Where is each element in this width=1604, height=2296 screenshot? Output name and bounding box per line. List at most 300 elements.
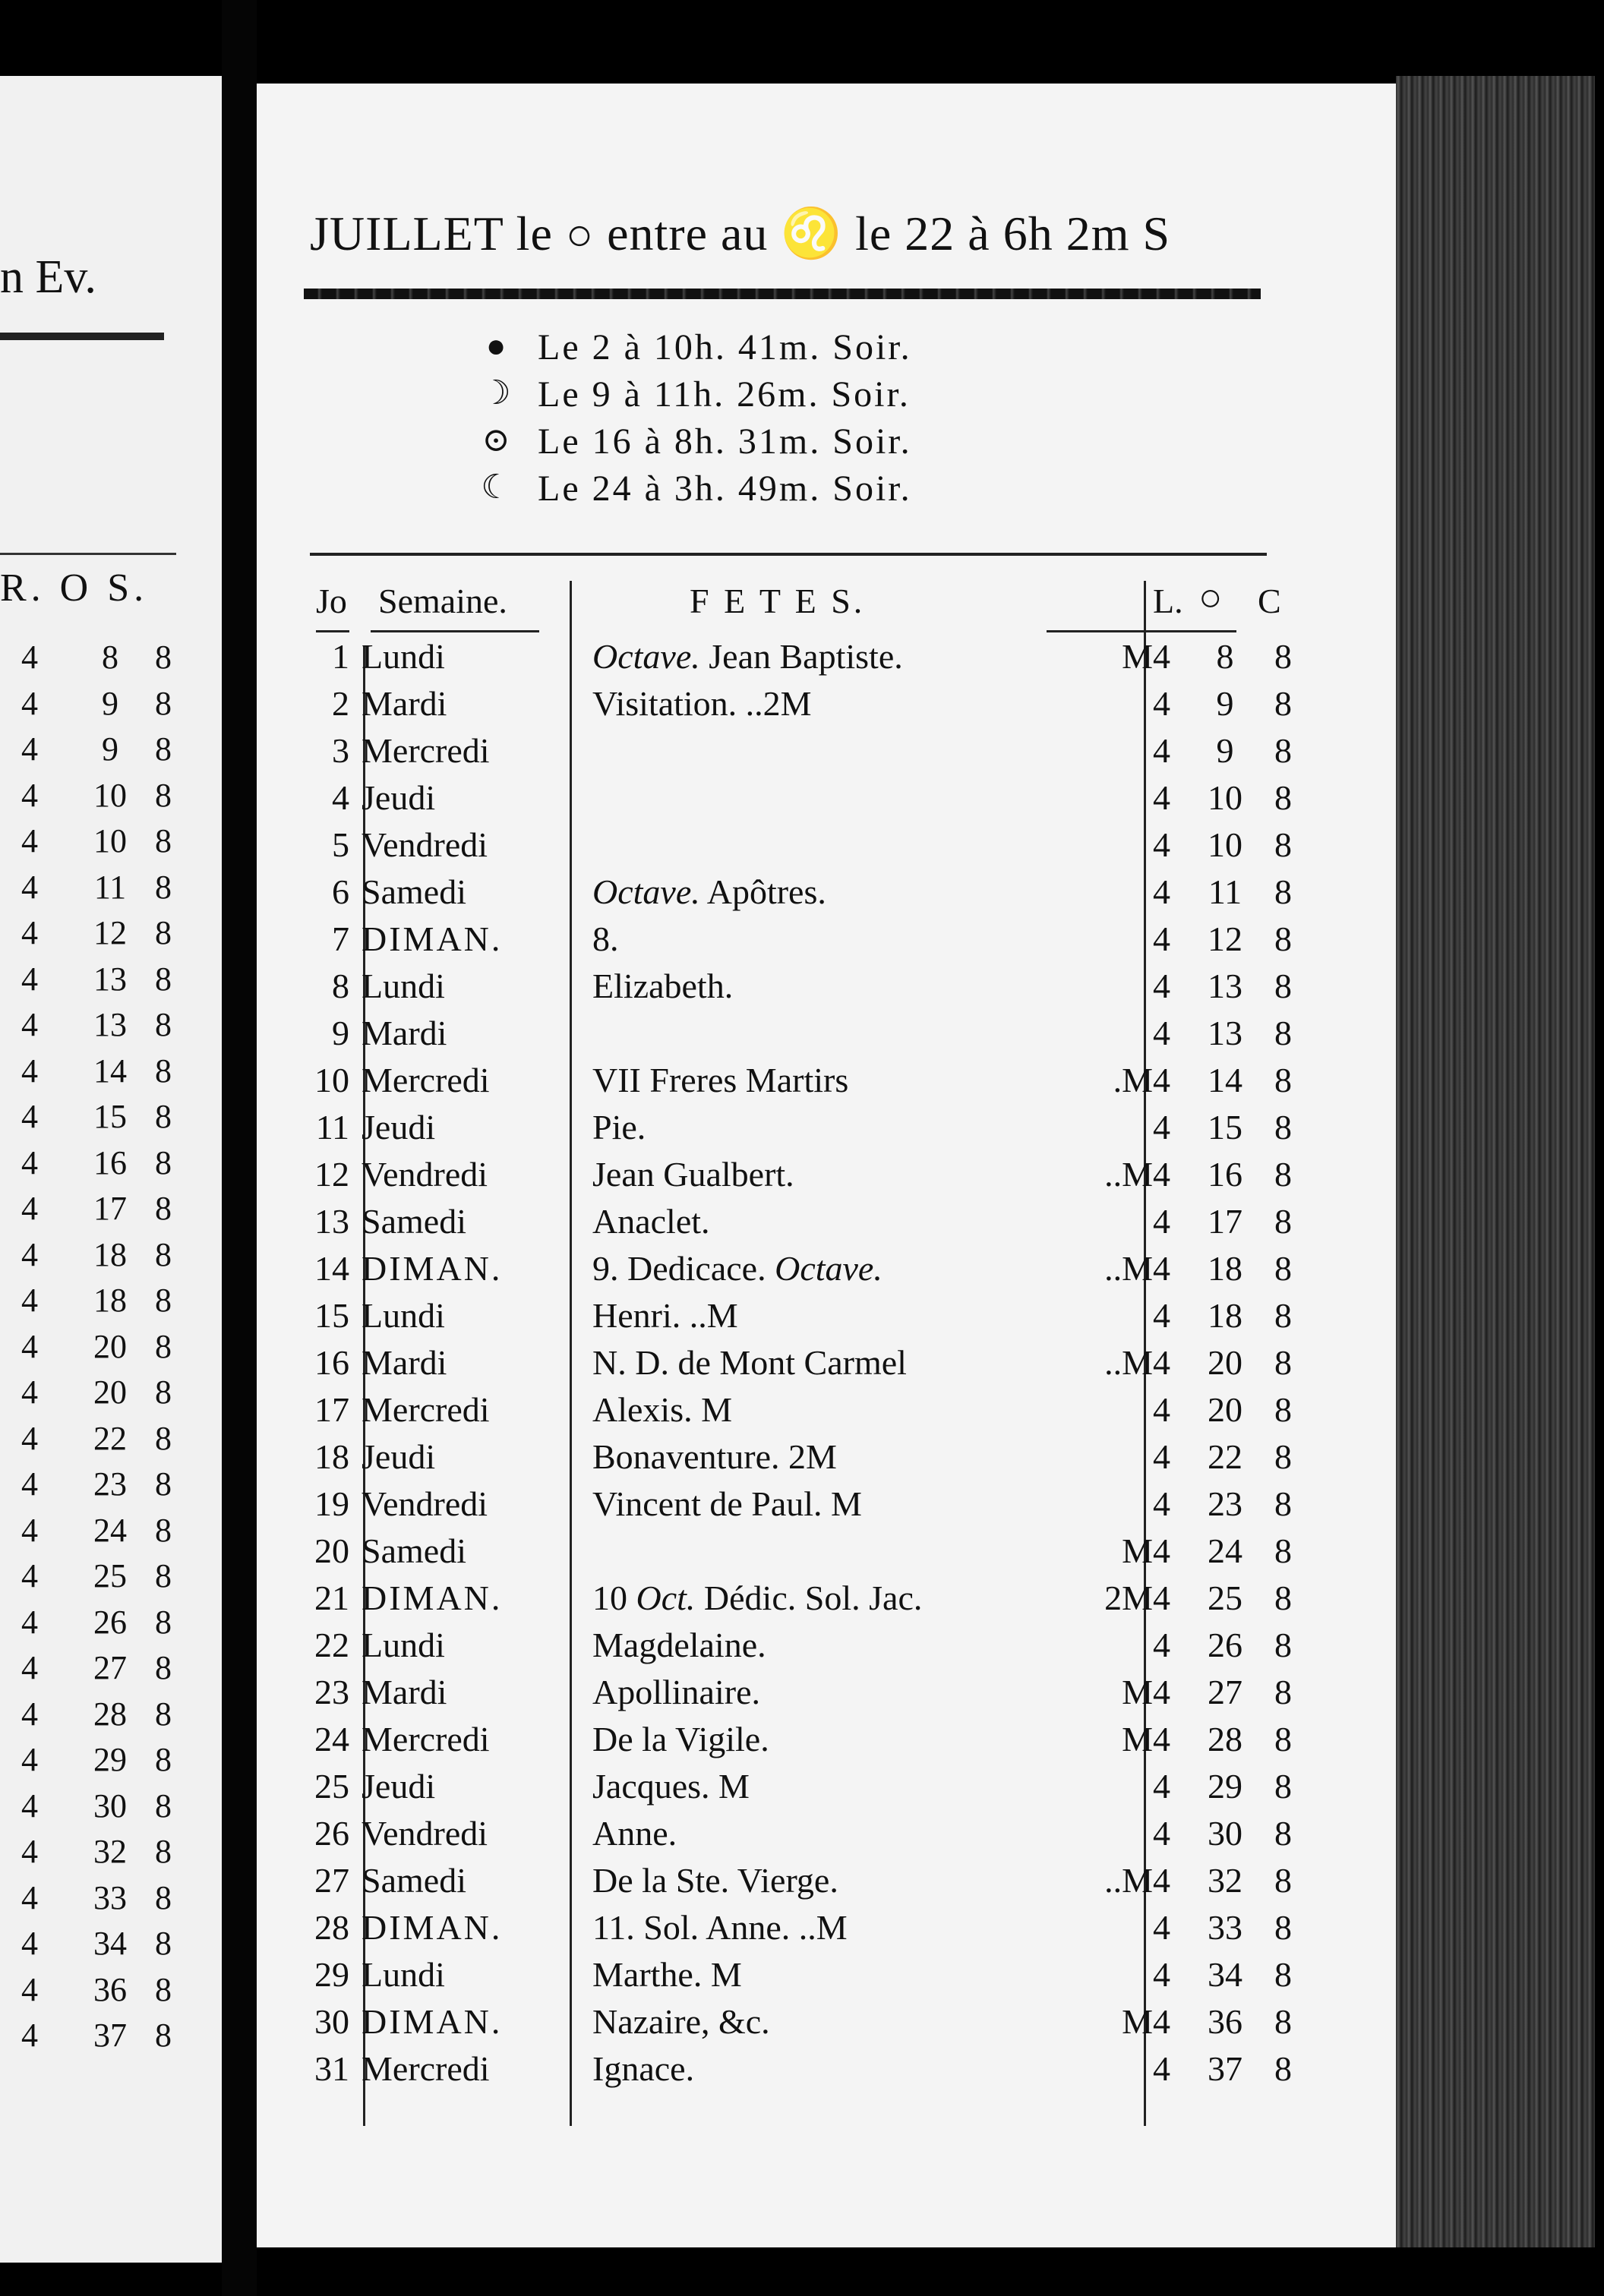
left-cell: 4 [21,1649,38,1686]
left-table-rule [0,553,176,555]
left-cell: 4 [21,1878,38,1916]
sunrise-hour: 4 [1153,1155,1170,1194]
left-cell: 8 [155,1190,172,1227]
title-month: JUILLET [310,207,504,260]
day-number: 8 [332,967,349,1005]
sunrise-hour: 4 [1153,2002,1170,2041]
day-number: 26 [314,1814,349,1853]
calendar-row [257,1954,1396,2001]
day-number: 29 [314,1955,349,1994]
sunrise-minute: 26 [1208,1626,1242,1664]
left-cell: 8 [155,1878,172,1916]
weekday: Mercredi [362,1390,490,1429]
weekday: Lundi [362,1626,445,1664]
left-cell: 16 [93,1143,127,1181]
day-number: 30 [314,2002,349,2041]
sunset-value: 8 [1274,1955,1292,1994]
sunrise-minute: 12 [1208,919,1242,958]
left-cell: 25 [93,1557,127,1594]
weekday: DIMAN. [362,919,503,958]
sunrise-hour: 4 [1153,1202,1170,1241]
day-number: 15 [314,1296,349,1335]
calendar-row [257,966,1396,1013]
sunset-value: 8 [1274,1061,1292,1099]
left-page [0,76,222,2263]
left-cell: 8 [155,1143,172,1181]
col-head-l: L. [1153,582,1183,620]
sunset-value: 8 [1274,1249,1292,1288]
left-cell: 14 [93,1052,127,1090]
sunrise-minute: 34 [1208,1955,1242,1994]
feast-text: Vincent de Paul. M [592,1484,862,1523]
weekday: Lundi [362,1955,445,1994]
left-cell: 8 [155,776,172,814]
sunrise-hour: 4 [1153,1531,1170,1570]
left-cell: 30 [93,1787,127,1824]
calendar-row [257,1248,1396,1295]
sunrise-minute: 22 [1208,1437,1242,1476]
new-moon-icon: ● [485,327,507,364]
sunrise-minute: 37 [1208,2049,1242,2088]
left-cell: 4 [21,1465,38,1503]
left-cell: 8 [155,1327,172,1365]
day-number: 14 [314,1249,349,1288]
calendar-row [257,2048,1396,2096]
sunset-value: 8 [1274,825,1292,864]
calendar-row [257,1154,1396,1201]
feast-text: VII Freres Martirs [592,1061,849,1099]
weekday: DIMAN. [362,2002,503,2041]
left-cell: 9 [102,684,118,722]
feast-text: Jacques. M [592,1767,750,1806]
left-header-text: n Ev. [0,251,96,303]
sunrise-hour: 4 [1153,778,1170,817]
left-cell: 8 [155,1557,172,1594]
left-cell: 9 [102,730,118,768]
weekday: Vendredi [362,1155,488,1194]
sunset-value: 8 [1274,872,1292,911]
sunset-value: 8 [1274,1673,1292,1711]
mass-mark: ..M [1104,1155,1153,1194]
left-cell: 4 [21,1282,38,1319]
sunset-value: 8 [1274,1014,1292,1052]
left-cell: 4 [21,639,38,676]
feast-text: De la Vigile. [592,1720,769,1758]
sunset-value: 8 [1274,1578,1292,1617]
left-cell: 4 [21,1419,38,1457]
day-number: 23 [314,1673,349,1711]
feast-text: N. D. de Mont Carmel [592,1343,907,1382]
left-cell: 8 [155,1741,172,1778]
left-header-rule [0,333,164,340]
sunrise-minute: 18 [1208,1249,1242,1288]
left-cell: 10 [93,822,127,859]
moon-phase-text: Le 24 à 3h. 49m. Soir. [538,468,912,509]
sunrise-hour: 4 [1153,1014,1170,1052]
mass-mark: M [1122,2002,1153,2041]
weekday: Samedi [362,1531,466,1570]
mass-mark: M [1122,1531,1153,1570]
left-cell: 29 [93,1741,127,1778]
sunrise-hour: 4 [1153,731,1170,770]
left-cell: 22 [93,1419,127,1457]
left-cell: 4 [21,1235,38,1273]
calendar-row [257,636,1396,683]
left-cell: 23 [93,1465,127,1503]
sunset-value: 8 [1274,1437,1292,1476]
weekday: Jeudi [362,1437,436,1476]
moon-phase-text: Le 2 à 10h. 41m. Soir. [538,327,912,367]
calendar-row [257,872,1396,919]
sunrise-hour: 4 [1153,967,1170,1005]
day-number: 20 [314,1531,349,1570]
sunrise-minute: 16 [1208,1155,1242,1194]
weekday: Mardi [362,684,447,723]
sunset-value: 8 [1274,919,1292,958]
left-cell: 4 [21,960,38,998]
sunset-value: 8 [1274,1861,1292,1900]
sunrise-minute: 13 [1208,967,1242,1005]
left-cell: 4 [21,1925,38,1962]
sunrise-hour: 4 [1153,684,1170,723]
sunset-value: 8 [1274,1908,1292,1947]
day-number: 11 [315,1108,349,1146]
col-head-underline-day [316,630,349,632]
day-number: 21 [314,1578,349,1617]
sunset-value: 8 [1274,1343,1292,1382]
left-cell: 13 [93,960,127,998]
left-cell: 4 [21,730,38,768]
left-cell: 37 [93,2017,127,2054]
sunrise-hour: 4 [1153,872,1170,911]
feast-text: Octave. Apôtres. [592,872,826,911]
mass-mark: 2M [1104,1578,1153,1617]
left-cell: 15 [93,1098,127,1135]
calendar-row [257,1437,1396,1484]
calendar-row [257,1672,1396,1719]
sunset-value: 8 [1274,778,1292,817]
left-cell: 4 [21,1190,38,1227]
left-cell: 20 [93,1374,127,1411]
calendar-row [257,2001,1396,2048]
left-cell: 8 [155,1282,172,1319]
col-head-day: Jo [316,582,347,620]
last-quarter-icon: ☾ [481,468,511,506]
feast-text: Magdelaine. [592,1626,766,1664]
left-cell: 8 [155,1235,172,1273]
calendar-row [257,1578,1396,1625]
weekday: Lundi [362,637,445,676]
calendar-row [257,1531,1396,1578]
sunrise-minute: 8 [1216,637,1234,676]
left-cell: 4 [21,1787,38,1824]
left-cell: 33 [93,1878,127,1916]
left-cell: 4 [21,684,38,722]
left-cell: 4 [21,1511,38,1549]
weekday: Mercredi [362,2049,490,2088]
day-number: 2 [332,684,349,723]
left-cell: 8 [155,960,172,998]
calendar-row [257,1813,1396,1860]
sunrise-minute: 33 [1208,1908,1242,1947]
left-cell: 8 [155,684,172,722]
feast-text: Anaclet. [592,1202,710,1241]
calendar-row [257,1389,1396,1437]
sunset-value: 8 [1274,1202,1292,1241]
feast-text: Anne. [592,1814,677,1853]
weekday: Mercredi [362,1720,490,1758]
left-cell: 17 [93,1190,127,1227]
day-number: 16 [314,1343,349,1382]
feast-text: Marthe. M [592,1955,742,1994]
sunset-value: 8 [1274,1626,1292,1664]
sunset-value: 8 [1274,731,1292,770]
sunset-value: 8 [1274,637,1292,676]
sunrise-minute: 15 [1208,1108,1242,1146]
left-cell: 8 [155,1925,172,1962]
sunrise-hour: 4 [1153,1343,1170,1382]
calendar-row [257,1625,1396,1672]
weekday: Lundi [362,1296,445,1335]
sunrise-minute: 13 [1208,1014,1242,1052]
left-cell: 36 [93,1970,127,2008]
mass-mark: ..M [1104,1343,1153,1382]
left-cell: 8 [155,914,172,951]
weekday: Vendredi [362,1814,488,1853]
left-cell: 8 [155,1649,172,1686]
title-mid: entre au [607,207,769,260]
leo-sign-icon: ♌ [781,207,843,260]
left-cell: 8 [155,1419,172,1457]
weekday: Samedi [362,1202,466,1241]
mass-mark: M [1122,1673,1153,1711]
left-cell: 8 [155,1006,172,1043]
left-cell: 8 [155,1603,172,1641]
left-cell: 26 [93,1603,127,1641]
day-number: 9 [332,1014,349,1052]
left-cell: 4 [21,1098,38,1135]
mass-mark: M [1122,637,1153,676]
weekday: DIMAN. [362,1249,503,1288]
left-cell: 4 [21,1374,38,1411]
mass-mark: ..M [1104,1249,1153,1288]
sunrise-minute: 25 [1208,1578,1242,1617]
day-number: 12 [314,1155,349,1194]
day-number: 18 [314,1437,349,1476]
feast-text: 9. Dedicace. Octave. [592,1249,883,1288]
sunrise-minute: 30 [1208,1814,1242,1853]
sunrise-minute: 18 [1208,1296,1242,1335]
sunrise-hour: 4 [1153,919,1170,958]
day-number: 3 [332,731,349,770]
sunrise-hour: 4 [1153,1955,1170,1994]
sunset-value: 8 [1274,1296,1292,1335]
left-cell: 8 [155,2017,172,2054]
left-cell: 10 [93,776,127,814]
calendar-row [257,1484,1396,1531]
sun-circle-icon: ○ [1198,576,1223,620]
day-number: 22 [314,1626,349,1664]
sunset-value: 8 [1274,967,1292,1005]
page-title [310,205,1170,262]
left-cell: 11 [93,868,127,906]
calendar-row [257,1860,1396,1907]
sunset-value: 8 [1274,1108,1292,1146]
calendar-row [257,1342,1396,1389]
left-cell: 4 [21,2017,38,2054]
feast-text: Visitation. ..2M [592,684,812,723]
left-cell: 28 [93,1695,127,1733]
sunset-value: 8 [1274,2049,1292,2088]
left-cell: 4 [21,1970,38,2008]
sunrise-hour: 4 [1153,1626,1170,1664]
sunset-value: 8 [1274,1390,1292,1429]
day-number: 19 [314,1484,349,1523]
sun-circle-icon: ○ [565,210,595,260]
feast-text: Nazaire, &c. [592,2002,770,2041]
sunrise-minute: 32 [1208,1861,1242,1900]
left-cell: 12 [93,914,127,951]
left-cell: 8 [155,1970,172,2008]
calendar-row [257,1719,1396,1766]
mass-mark: .M [1113,1061,1153,1099]
left-cell: 8 [155,639,172,676]
sunrise-minute: 23 [1208,1484,1242,1523]
weekday: Samedi [362,1861,466,1900]
sunset-value: 8 [1274,684,1292,723]
left-cell: 4 [21,868,38,906]
left-cell: 4 [21,776,38,814]
calendar-row [257,825,1396,872]
sunset-value: 8 [1274,1531,1292,1570]
moon-phase-text: Le 16 à 8h. 31m. Soir. [538,421,912,462]
calendar-row [257,1107,1396,1154]
left-cell: 4 [21,1143,38,1181]
sunrise-minute: 10 [1208,825,1242,864]
book-gutter [222,0,257,2296]
left-cell: 13 [93,1006,127,1043]
left-cell: 8 [155,1787,172,1824]
weekday: DIMAN. [362,1908,503,1947]
sunrise-minute: 9 [1216,684,1234,723]
sunrise-hour: 4 [1153,637,1170,676]
sunrise-hour: 4 [1153,1484,1170,1523]
weekday: Mercredi [362,1061,490,1099]
calendar-page [257,84,1396,2247]
left-cell: 34 [93,1925,127,1962]
sunrise-hour: 4 [1153,1814,1170,1853]
feast-text: Alexis. M [592,1390,732,1429]
left-cell: 8 [155,822,172,859]
sunrise-minute: 36 [1208,2002,1242,2041]
day-number: 6 [332,872,349,911]
calendar-row [257,919,1396,966]
calendar-row [257,1201,1396,1248]
left-cell: 20 [93,1327,127,1365]
left-cell: 8 [155,868,172,906]
title-post: le 22 à 6h 2m S [855,207,1171,260]
left-cell: 8 [155,1465,172,1503]
sunrise-minute: 28 [1208,1720,1242,1758]
feast-text: Apollinaire. [592,1673,760,1711]
sunset-value: 8 [1274,1484,1292,1523]
sunrise-hour: 4 [1153,1861,1170,1900]
feast-text: 8. [592,919,619,958]
sunrise-hour: 4 [1153,1908,1170,1947]
sunrise-hour: 4 [1153,1108,1170,1146]
mass-mark: M [1122,1720,1153,1758]
day-number: 28 [314,1908,349,1947]
sunset-value: 8 [1274,1767,1292,1806]
full-moon-icon: ⊙ [482,421,510,459]
weekday: Vendredi [362,1484,488,1523]
sunrise-hour: 4 [1153,1061,1170,1099]
col-head-underline-fetes [1047,630,1236,632]
weekday: Mardi [362,1673,447,1711]
feast-text: Pie. [592,1108,646,1146]
sunset-value: 8 [1274,1155,1292,1194]
left-cell: 24 [93,1511,127,1549]
sunrise-hour: 4 [1153,2049,1170,2088]
feast-text: Henri. ..M [592,1296,738,1335]
sunrise-minute: 24 [1208,1531,1242,1570]
weekday: Jeudi [362,1108,436,1146]
left-cell: 4 [21,1603,38,1641]
calendar-row [257,1060,1396,1107]
sunrise-minute: 29 [1208,1767,1242,1806]
weekday: Samedi [362,872,466,911]
left-cell: 4 [21,1327,38,1365]
weekday: Vendredi [362,825,488,864]
col-head-week: Semaine. [378,582,507,620]
left-cell: 8 [155,1695,172,1733]
sunrise-minute: 17 [1208,1202,1242,1241]
weekday: Jeudi [362,1767,436,1806]
left-cell: 8 [155,1098,172,1135]
left-cell: 18 [93,1235,127,1273]
feast-text: Bonaventure. 2M [592,1437,837,1476]
feast-text: Jean Gualbert. [592,1155,794,1194]
feast-text: Ignace. [592,2049,695,2088]
calendar-row [257,1013,1396,1060]
feast-text: Elizabeth. [592,967,734,1005]
sunrise-hour: 4 [1153,1296,1170,1335]
title-rule [304,289,1261,299]
calendar-row [257,777,1396,825]
left-cell: 8 [155,1052,172,1090]
day-number: 7 [332,919,349,958]
col-head-c: C [1258,582,1281,620]
left-cell: 4 [21,1741,38,1778]
sunrise-hour: 4 [1153,825,1170,864]
sunset-value: 8 [1274,1720,1292,1758]
day-number: 24 [314,1720,349,1758]
left-cell: 8 [102,639,118,676]
sunrise-minute: 9 [1216,731,1234,770]
day-number: 1 [332,637,349,676]
left-cell: 8 [155,1374,172,1411]
table-top-rule [310,553,1267,556]
left-cell: 4 [21,822,38,859]
sunrise-minute: 20 [1208,1390,1242,1429]
feast-text: Octave. Jean Baptiste. [592,637,903,676]
left-cell: 4 [21,1557,38,1594]
left-column-header: R. O S. [0,566,149,610]
sunrise-hour: 4 [1153,1767,1170,1806]
sunset-value: 8 [1274,1814,1292,1853]
day-number: 13 [314,1202,349,1241]
day-number: 17 [314,1390,349,1429]
